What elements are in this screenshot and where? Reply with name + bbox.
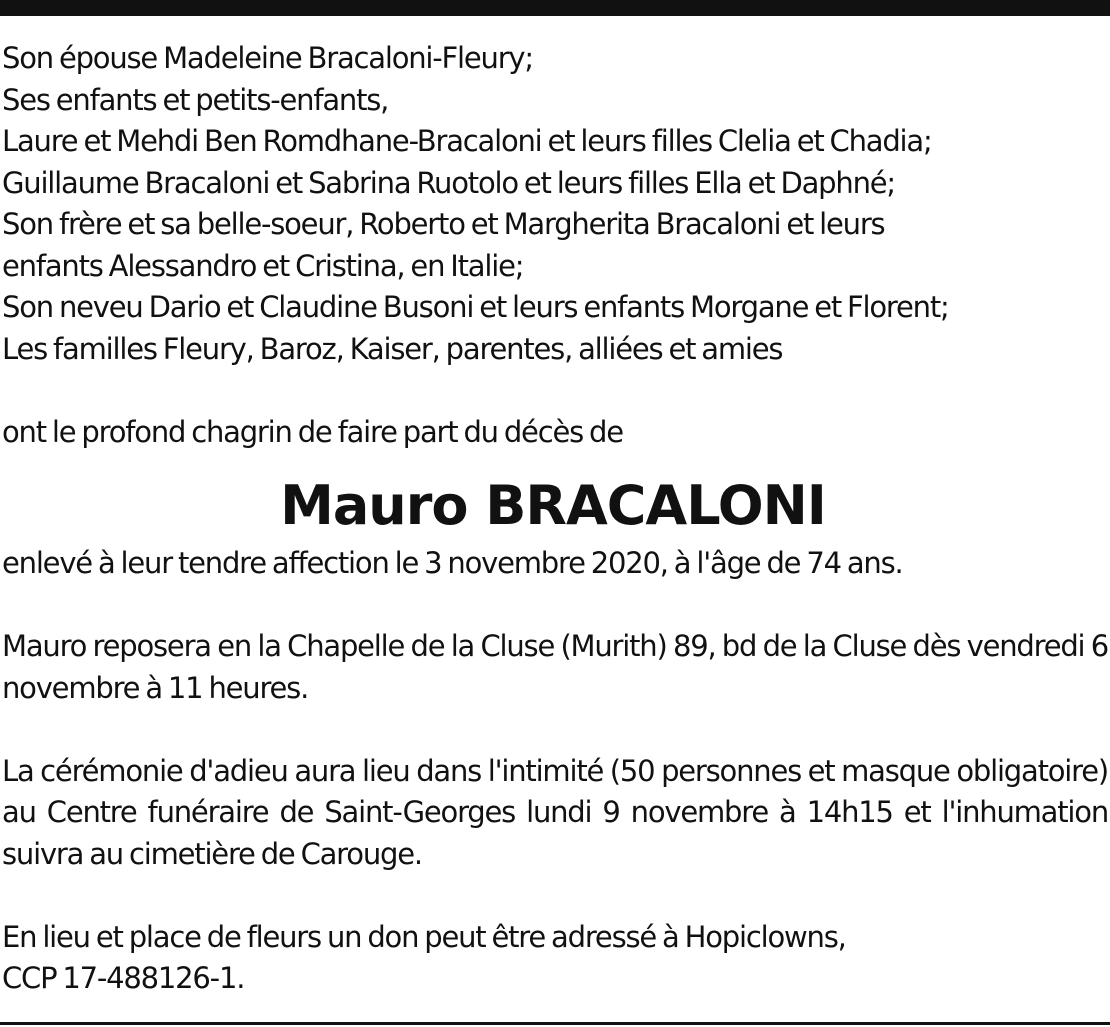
family-list bbox=[2, 38, 1108, 370]
death-statement: enlevé à leur tendre affection le 3 novembre 2020, à l'âge de 74 ans. bbox=[2, 546, 903, 580]
family-line: Guillaume Bracaloni et Sabrina Ruotolo et leurs filles Ella et Daphné; bbox=[2, 165, 895, 200]
ceremony-details: La cérémonie d'adieu aura lieu dans l'intimité (50 personnes et masque obligatoire) au Centre funéraire de Saint-Georges lundi 9 novembre à 14h15 et l'inhumation suivra au cimetière de Carouge. bbox=[2, 753, 1108, 871]
deceased-name: Mauro BRACALONI bbox=[280, 474, 826, 537]
bottom-border-rule bbox=[0, 1022, 1110, 1025]
obituary-notice bbox=[2, 38, 1108, 1000]
family-line: enfants Alessandro et Cristina, en Italie; bbox=[2, 248, 524, 283]
family-line: Les familles Fleury, Baroz, Kaiser, parentes, alliées et amies bbox=[2, 331, 783, 366]
family-line: Son épouse Madeleine Bracaloni-Fleury; bbox=[2, 41, 533, 75]
donation-details bbox=[2, 917, 1108, 1000]
viewing-details: Mauro reposera en la Chapelle de la Cluse (Murith) 89, bd de la Cluse dès vendredi 6 novembre à 11 heures. bbox=[2, 629, 1108, 705]
announcement-intro: ont le profond chagrin de faire part du décès de bbox=[2, 414, 623, 449]
donation-account: CCP 17-488126-1. bbox=[2, 961, 245, 995]
top-border-bar bbox=[0, 0, 1110, 16]
family-line: Ses enfants et petits-enfants, bbox=[2, 82, 389, 117]
donation-line: En lieu et place de fleurs un don peut être adressé à Hopiclowns, bbox=[2, 919, 846, 954]
family-line: Son frère et sa belle-soeur, Roberto et Margherita Bracaloni et leurs bbox=[2, 207, 885, 241]
family-line: Laure et Mehdi Ben Romdhane-Bracaloni et leurs filles Clelia et Chadia; bbox=[2, 124, 932, 158]
family-line: Son neveu Dario et Claudine Busoni et leurs enfants Morgane et Florent; bbox=[2, 290, 949, 324]
